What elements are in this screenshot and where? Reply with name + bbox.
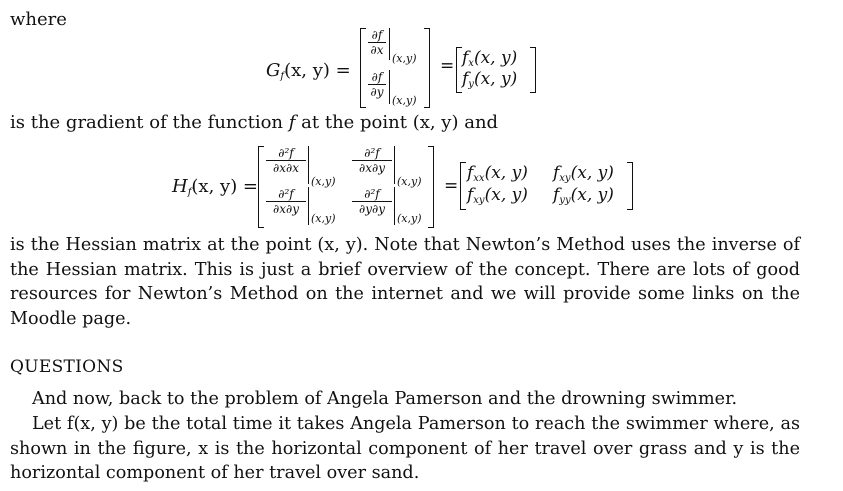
hessian-eval-point-xx: (x,y) — [311, 175, 336, 188]
definition-paragraph: Let f(x, y) be the total time it takes Angela Pamerson to reach the swimmer where, as shown in the figure, x is the horizontal component of her travel over grass and y is the horizontal component of her travel over sand. — [10, 414, 800, 483]
hessian-eval-bar-xx — [308, 146, 309, 184]
gradient-entry-dfdy — [368, 71, 386, 98]
hessian-xx-denominator: ∂x∂x — [273, 161, 299, 175]
hessian-result-fyy — [553, 185, 614, 211]
fyy-subscript: yy — [559, 195, 571, 206]
gradient-sentence-start: is the gradient of the function — [10, 112, 289, 133]
fxy2-args: (x, y) — [484, 185, 528, 205]
where-text: where — [10, 9, 67, 30]
back-to-problem-paragraph: And now, back to the problem of Angela Pamerson and the drowning swimmer. — [32, 389, 738, 409]
gradient-eval-point-1: (x,y) — [392, 52, 417, 65]
fy-subscript: y — [468, 79, 474, 90]
fx-args: (x, y) — [473, 48, 518, 68]
hessian-eval-point-xy-2: (x,y) — [311, 212, 336, 225]
gradient-dfdx-numerator: ∂f — [371, 28, 383, 42]
gradient-lhs — [266, 60, 351, 82]
gradient-sentence-end: at the point (x, y) and — [295, 112, 499, 133]
hessian-result-right-bracket — [627, 162, 633, 210]
gradient-entry-dfdx — [368, 29, 386, 56]
hessian-entry-xy-2 — [266, 188, 306, 215]
questions-heading: QUESTIONS — [10, 357, 124, 377]
hessian-subscript: f — [187, 187, 192, 198]
fy-args: (x, y) — [473, 69, 518, 89]
gradient-eval-bar-1 — [389, 28, 390, 60]
fy-symbol: f — [462, 69, 469, 89]
fxy2-subscript: xy — [473, 195, 485, 206]
hessian-eval-bar-xy-2 — [308, 187, 309, 225]
hessian-equals: = — [444, 176, 459, 196]
gradient-dfdy-numerator: ∂f — [371, 70, 383, 84]
gradient-sentence — [10, 111, 498, 135]
hessian-xy1-numerator: ∂²f — [364, 146, 380, 160]
gradient-dfdy-denominator: ∂y — [370, 85, 384, 99]
hessian-paragraph: is the Hessian matrix at the point (x, y). Note that Newton’s Method uses the inverse of the Hessian matrix. This is just a brief overview of the concept. There are lots of good resources for Newton’s Method on the internet and we will provide some links on the Moodle page. — [10, 235, 800, 329]
gradient-left-bracket — [360, 28, 366, 108]
fxx-args: (x, y) — [484, 163, 528, 183]
fxy1-args: (x, y) — [570, 163, 614, 183]
function-symbol: f — [288, 112, 296, 133]
gradient-eval-bar-2 — [389, 70, 390, 104]
hessian-eval-point-xy-1: (x,y) — [397, 175, 422, 188]
gradient-args: (x, y) = — [284, 60, 351, 81]
hessian-right-bracket — [428, 146, 434, 228]
fxx-symbol: f — [467, 163, 474, 183]
hessian-eval-bar-xy-1 — [394, 146, 395, 184]
hessian-yy-denominator: ∂y∂y — [359, 202, 385, 216]
hessian-result-fxy-2 — [467, 185, 528, 211]
hessian-entry-xx — [266, 147, 306, 174]
hessian-lhs — [172, 176, 258, 198]
hessian-xy1-denominator: ∂x∂y — [359, 161, 385, 175]
fxy2-symbol: f — [467, 185, 474, 205]
hessian-result-left-bracket — [460, 162, 466, 210]
hessian-xx-numerator: ∂²f — [278, 146, 294, 160]
hessian-yy-numerator: ∂²f — [364, 187, 380, 201]
hessian-entry-yy — [352, 188, 392, 215]
gradient-result-right-bracket — [530, 47, 536, 93]
gradient-right-bracket — [424, 28, 430, 108]
gradient-eval-point-2: (x,y) — [392, 94, 417, 107]
hessian-eval-bar-yy — [394, 187, 395, 225]
hessian-entry-xy-1 — [352, 147, 392, 174]
hessian-xy2-denominator: ∂x∂y — [273, 202, 299, 216]
fyy-symbol: f — [553, 185, 560, 205]
fxy1-subscript: xy — [559, 173, 571, 184]
hessian-left-bracket — [258, 146, 264, 228]
fx-subscript: x — [468, 58, 474, 69]
gradient-equals: = — [440, 56, 455, 76]
gradient-dfdx-denominator: ∂x — [370, 43, 384, 57]
gradient-result-fy — [462, 69, 517, 95]
hessian-xy2-numerator: ∂²f — [278, 187, 294, 201]
hessian-eval-point-yy: (x,y) — [397, 212, 422, 225]
fx-symbol: f — [462, 48, 469, 68]
fxy1-symbol: f — [553, 163, 560, 183]
fxx-subscript: xx — [473, 173, 485, 184]
fyy-args: (x, y) — [570, 185, 614, 205]
hessian-symbol: H — [172, 176, 188, 197]
hessian-args: (x, y) = — [191, 176, 259, 197]
gradient-subscript: f — [280, 71, 285, 82]
gradient-symbol: G — [266, 60, 281, 81]
